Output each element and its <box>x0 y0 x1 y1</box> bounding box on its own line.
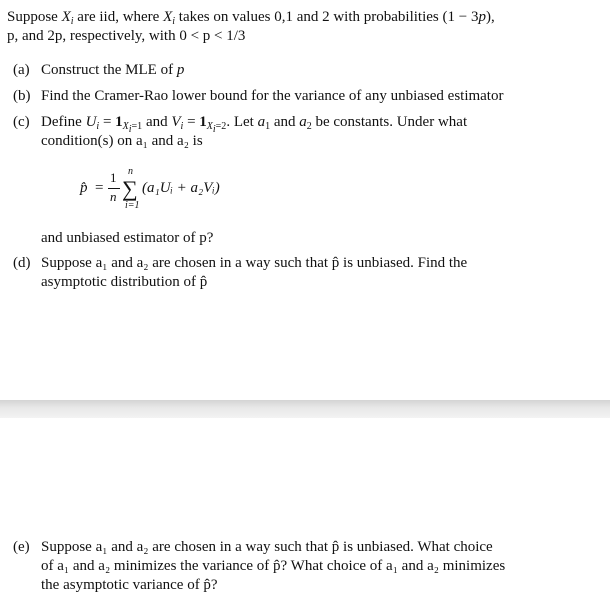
intro-part: Suppose <box>7 9 62 25</box>
part-a-label: (a) <box>13 62 30 78</box>
part-c-line-2: condition(s) on a₁ and a₂ is <box>41 133 203 149</box>
part-c-text: and <box>270 114 300 130</box>
intro-part: ), <box>485 9 495 25</box>
part-c-label: (c) <box>13 114 30 130</box>
part-b-label: (b) <box>13 88 31 104</box>
page-separator <box>0 400 610 418</box>
part-c-text: . Let <box>226 114 258 130</box>
part-c-text: and <box>142 114 172 130</box>
part-d-line-1 <box>13 254 467 273</box>
part-e-text: Suppose a₁ and a₂ are chosen in a way such that p̂ is unbiased. What choice <box>41 539 493 555</box>
part-e-label: (e) <box>13 539 30 555</box>
part-c-text: Define <box>41 114 86 130</box>
part-c-line-1: (c) Define $U_i = 1_{X_i=1}$ and $V_i = 1_{X_i=2}$. Let $a_1$ and $a_2$ be constants. Under what <box>13 114 468 135</box>
part-d-text: Suppose a₁ and a₂ are chosen in a way such that p̂ is unbiased. Find the <box>41 255 468 271</box>
intro-line-1: Suppose $X_i$ are iid, where $X_i$ takes on values 0,1 and 2 with probabilities (1 − 3p), <box>7 9 495 27</box>
part-a: (a) Construct the MLE of p <box>13 62 185 78</box>
part-c-text: be constants. Under what <box>311 114 468 130</box>
part-d-line-2: asymptotic distribution of p̂ <box>41 274 208 290</box>
formula-sum-term: (a₁Uᵢ + a₂Vᵢ) <box>142 180 220 196</box>
intro-part: takes on values 0,1 and 2 with probabilities (1 − 3 <box>175 9 479 25</box>
part-c-line-3: and unbiased estimator of p? <box>41 230 214 246</box>
part-b <box>13 87 503 106</box>
intro-part: are iid, where <box>73 9 164 25</box>
part-b-text: Find the Cramer-Rao lower bound for the variance of any unbiased estimator <box>41 88 504 104</box>
part-a-text: Construct the MLE of <box>41 62 177 78</box>
intro-line-2: p, and 2p, respectively, with 0 < p < 1/3 <box>7 28 246 44</box>
part-e-line-3: the asymptotic variance of p̂? <box>41 577 218 593</box>
part-d-label: (d) <box>13 255 31 271</box>
part-e-line-2: of a₁ and a₂ minimizes the variance of p̂? What choice of a₁ and a₂ minimizes <box>41 558 506 574</box>
part-e-line-1 <box>13 538 493 557</box>
